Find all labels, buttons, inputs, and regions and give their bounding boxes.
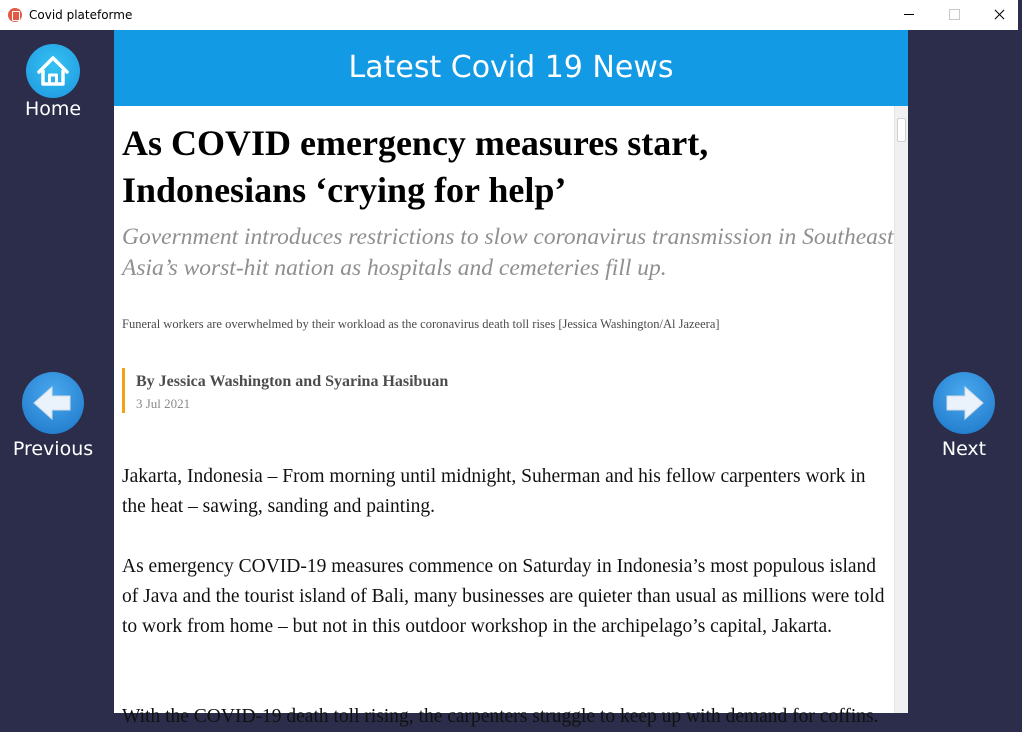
article-date: 3 Jul 2021 (136, 396, 191, 411)
article-byline: By Jessica Washington and Syarina Hasibuan (136, 373, 449, 390)
window-title: Covid plateforme (29, 8, 133, 22)
previous-label: Previous (12, 438, 94, 460)
maximize-button[interactable] (931, 0, 977, 30)
next-label: Next (941, 438, 987, 460)
arrow-right-icon (933, 372, 995, 434)
news-header (114, 30, 908, 106)
vertical-scrollbar[interactable] (894, 106, 908, 713)
home-label: Home (24, 98, 82, 120)
arrow-left-icon (22, 372, 84, 434)
home-button[interactable] (8, 44, 98, 120)
home-icon (26, 44, 80, 98)
close-button[interactable] (976, 0, 1022, 30)
article-paragraph: With the COVID-19 death toll rising, the carpenters struggle to keep up with demand for coffins. (122, 706, 879, 727)
scrollbar-thumb[interactable] (897, 118, 906, 142)
article-headline: As COVID emergency measures start, Indonesians ‘crying for help’ (122, 123, 709, 210)
header-title: Latest Covid 19 News (348, 50, 674, 85)
previous-button[interactable] (8, 372, 98, 460)
title-bar (0, 0, 1018, 30)
article-view[interactable] (114, 106, 908, 727)
article-paragraph: Jakarta, Indonesia – From morning until midnight, Suherman and his fellow carpenters work in the heat – sawing, sanding and painting. (122, 466, 866, 517)
image-caption: Funeral workers are overwhelmed by their workload as the coronavirus death toll rises [Jessica Washington/Al Jazeera] (122, 317, 720, 331)
app-icon (8, 8, 22, 22)
article-subheadline: Government introduces restrictions to slow coronavirus transmission in Southeast Asia’s worst-hit nation as hospitals and cemeteries fill up. (122, 224, 894, 281)
article-paragraph: As emergency COVID-19 measures commence on Saturday in Indonesia’s most populous island of Java and the tourist island of Bali, many businesses are quieter than usual as millions were told to work from home – but not in this outdoor workshop in the archipelago’s capital, Jakarta. (122, 556, 885, 637)
byline-block (122, 368, 448, 413)
next-button[interactable] (919, 372, 1009, 460)
minimize-button[interactable] (886, 0, 932, 30)
